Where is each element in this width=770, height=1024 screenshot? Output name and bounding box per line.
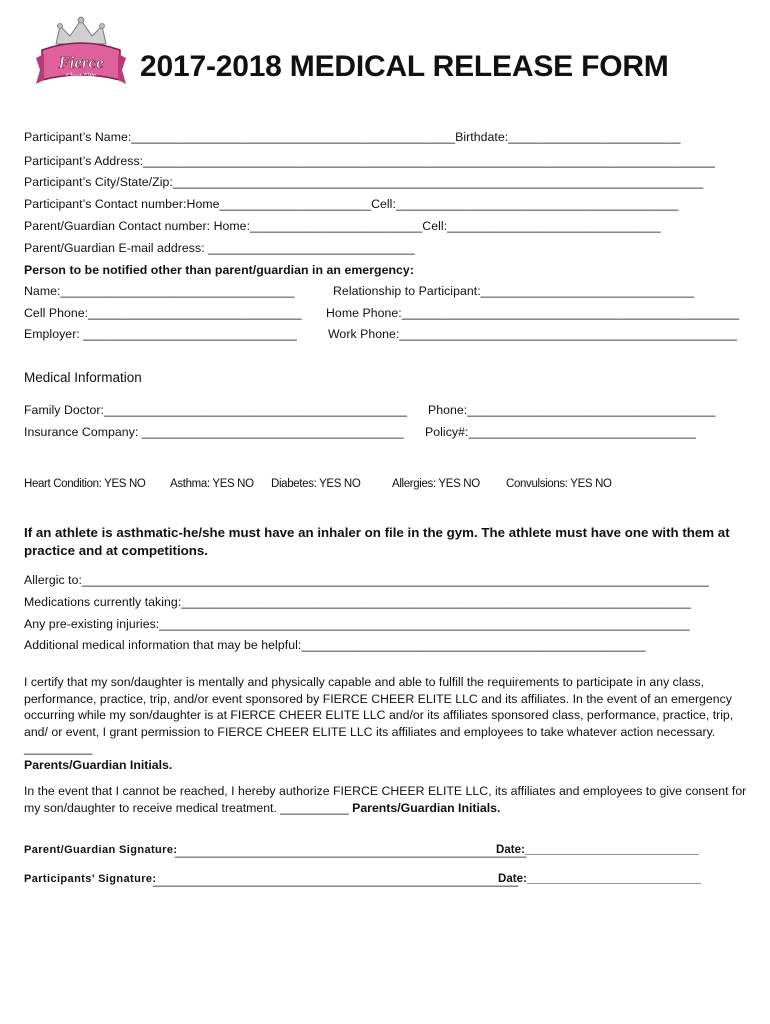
medications-field[interactable]: Medications currently taking:__________________________________________________________________________ <box>24 595 692 609</box>
crown-icon <box>56 17 106 44</box>
medical-heading: Medical Information <box>24 370 142 385</box>
guardian-email-field[interactable]: Parent/Guardian E-mail address: ______________________________ <box>24 241 415 255</box>
allergies-option[interactable]: Allergies: YES NO <box>392 478 480 490</box>
policy-number-field[interactable]: Policy#:_________________________________ <box>425 425 696 439</box>
parent-signature-label: Parent/Guardian Signature: <box>24 844 178 856</box>
allergic-to-field[interactable]: Allergic to:___________________________________________________________________________________________ <box>24 573 709 587</box>
certify-initials-label[interactable]: Parents/Guardian Initials. <box>24 757 173 772</box>
emergency-relationship-field[interactable]: Relationship to Participant:_______________________________ <box>333 284 695 298</box>
logo-text: Fierce <box>58 53 104 72</box>
additional-info-field[interactable]: Additional medical information that may be helpful:__________________________________________________ <box>24 638 646 652</box>
emergency-employer-field[interactable]: Employer: _______________________________ <box>24 327 297 341</box>
consent-paragraph <box>24 783 749 816</box>
emergency-heading: Person to be notified other than parent/guardian in an emergency: <box>24 263 414 277</box>
asthma-option[interactable]: Asthma: YES NO <box>170 478 254 490</box>
doctor-phone-field[interactable]: Phone:____________________________________ <box>428 403 716 417</box>
parent-date-field[interactable]: Date:___________________________ <box>496 844 700 856</box>
convulsions-option[interactable]: Convulsions: YES NO <box>506 478 612 490</box>
page-title: 2017-2018 MEDICAL RELEASE FORM <box>140 50 669 83</box>
participant-name-field[interactable]: Participant’s Name:_______________________________________________Birthdate:_________________________ <box>24 130 681 144</box>
heart-condition-option[interactable]: Heart Condition: YES NO <box>24 478 146 490</box>
participant-signature-label: Participants’ Signature: <box>24 873 157 885</box>
participant-city-field[interactable]: Participant’s City/State/Zip:_____________________________________________________________________________ <box>24 175 704 189</box>
injuries-field[interactable]: Any pre-existing injuries:_____________________________________________________________________________ <box>24 617 690 631</box>
emergency-home-phone-field[interactable]: Home Phone:_________________________________________________ <box>326 306 740 320</box>
consent-initials-label[interactable]: Parents/Guardian Initials. <box>352 800 501 815</box>
logo-subtext: Cheer Elite <box>66 72 96 79</box>
certify-text: I certify that my son/daughter is mentally and physically capable and able to fulfill the requirements to participate in any class, performance, practice, trip, and/or event sponsored by FIERCE CHEER ELITE LLC and its affiliates. In the event of an emergency occurring while my son/daughter is at FIERCE CHEER ELITE LLC and/or its affiliates sponsored class, performance, practice, trip, and/ or event, I grant permission to FIERCE CHEER ELITE LLC its affiliates and employees to take whatever action necessary. __________ <box>24 675 734 755</box>
family-doctor-field[interactable]: Family Doctor:____________________________________________ <box>24 403 408 417</box>
parent-signature-line[interactable]: ___________________________________________________ <box>175 844 527 858</box>
participant-address-field[interactable]: Participant’s Address:___________________________________________________________________________________ <box>24 154 715 168</box>
participant-signature-line[interactable]: _____________________________________________________ <box>153 873 519 887</box>
participant-contact-field[interactable]: Participant’s Contact number:Home______________________Cell:_________________________________________ <box>24 197 679 211</box>
participant-date-field[interactable]: Date:___________________________ <box>498 873 702 885</box>
diabetes-option[interactable]: Diabetes: YES NO <box>271 478 361 490</box>
consent-text: In the event that I cannot be reached, I hereby authorize FIERCE CHEER ELITE LLC, its affiliates and employees to give consent for my son/daughter to receive medical treatment. __________ <box>24 784 747 815</box>
guardian-contact-field[interactable]: Parent/Guardian Contact number: Home:_________________________Cell:_______________________________ <box>24 219 661 233</box>
asthma-notice: If an athlete is asthmatic-he/she must have an inhaler on file in the gym. The athlete must have one with them at practice and at competitions. <box>24 525 730 558</box>
emergency-name-field[interactable]: Name:__________________________________ <box>24 284 295 298</box>
insurance-company-field[interactable]: Insurance Company: ______________________________________ <box>24 425 404 439</box>
emergency-work-phone-field[interactable]: Work Phone:_________________________________________________ <box>328 327 737 341</box>
emergency-cell-field[interactable]: Cell Phone:_______________________________ <box>24 306 302 320</box>
fierce-cheer-logo <box>36 14 126 94</box>
certify-paragraph <box>24 674 749 773</box>
